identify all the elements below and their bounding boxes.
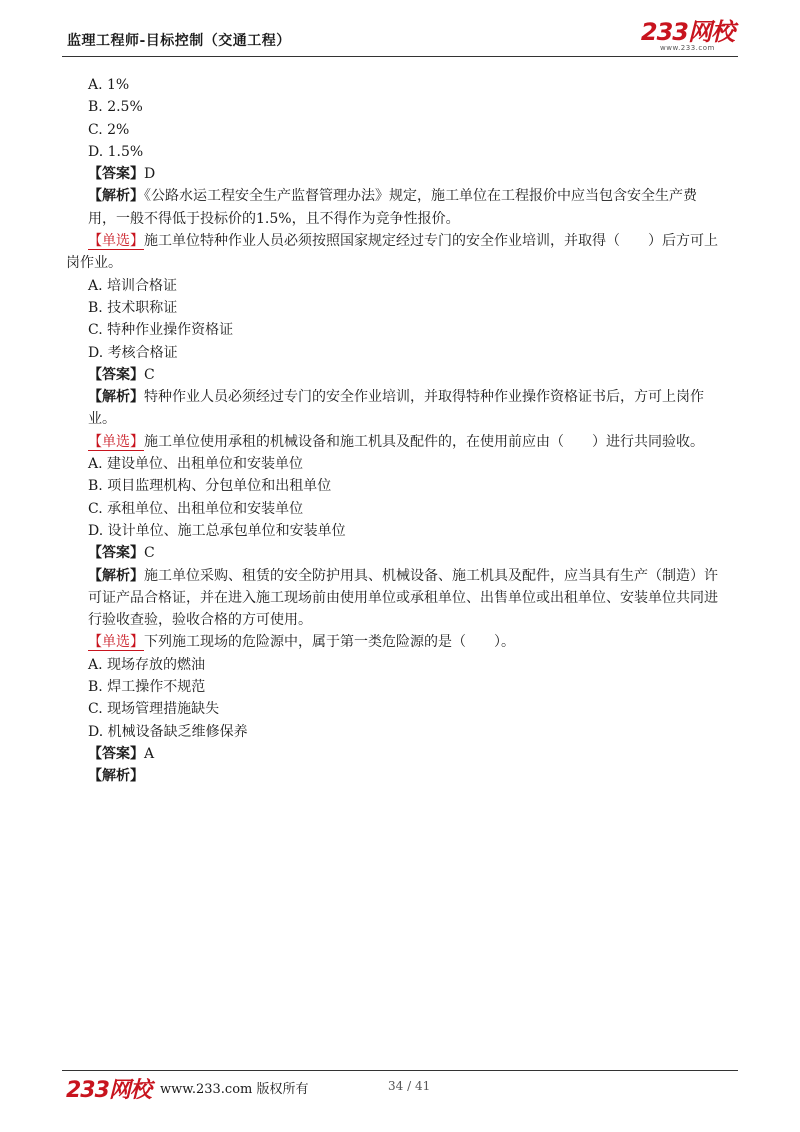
analysis-text: 《公路水运工程安全生产监督管理办法》规定，施工单位在工程报价中应当包含安全生产费用，一般不得低于投标价的1.5%，且不得作为竞争性报价。: [88, 188, 697, 227]
answer-label: 【答案】: [88, 545, 144, 562]
header-divider: [62, 56, 738, 57]
answer-value: C: [144, 366, 155, 383]
option-c: C. 2%: [88, 121, 130, 138]
option-b: B. 技术职称证: [88, 299, 178, 316]
answer-label: 【答案】: [88, 366, 144, 383]
option-c: C. 特种作业操作资格证: [88, 322, 234, 339]
footer-brand-logo: 233网校: [66, 1078, 151, 1103]
analysis-paragraph: [88, 386, 718, 431]
single-choice-tag: 【单选】: [88, 233, 144, 250]
option-c: C. 现场管理措施缺失: [88, 701, 220, 718]
option-d: D. 考核合格证: [88, 344, 178, 361]
answer-value: A: [144, 745, 155, 762]
analysis-text: 特种作业人员必须经过专门的安全作业培训，并取得特种作业操作资格证书后，方可上岗作业。: [88, 389, 704, 428]
document-body: [66, 74, 718, 788]
option-a: A. 建设单位、出租单位和安装单位: [88, 456, 304, 473]
option-d: D. 机械设备缺乏维修保养: [88, 723, 248, 740]
option-b: B. 焊工操作不规范: [88, 679, 206, 696]
page-number: 34 / 41: [388, 1079, 431, 1093]
answer-line: [88, 163, 718, 185]
brand-logo: [641, 20, 734, 52]
question-stem: [66, 631, 718, 653]
analysis-label: 【解析】: [88, 389, 144, 406]
option-a: A. 1%: [88, 77, 130, 93]
analysis-paragraph: [88, 565, 718, 632]
option-c: C. 承租单位、出租单位和安装单位: [88, 500, 304, 517]
option-d: D. 1.5%: [88, 143, 144, 160]
answer-value: C: [144, 545, 155, 562]
option-b: B. 2.5%: [88, 99, 143, 116]
option-b: B. 项目监理机构、分包单位和出租单位: [88, 478, 332, 495]
question-stem: [66, 230, 718, 275]
answer-line: [88, 743, 718, 765]
brand-logo-url: www.233.com: [660, 44, 715, 52]
analysis-label: 【解析】: [88, 567, 144, 584]
answer-label: 【答案】: [88, 166, 144, 183]
document-header-title: 监理工程师-目标控制（交通工程）: [67, 33, 291, 49]
option-d: D. 设计单位、施工总承包单位和安装单位: [88, 522, 346, 539]
answer-label: 【答案】: [88, 745, 144, 762]
analysis-paragraph: [88, 765, 718, 787]
analysis-text: 施工单位采购、租赁的安全防护用具、机械设备、施工机具及配件，应当具有生产（制造）许可证产品合格证，并在进入施工现场前由使用单位或承租单位、出售单位或出租单位、安装单位共同进行验收查验，验收合格的方可使用。: [88, 567, 718, 629]
question-text: 施工单位使用承租的机械设备和施工机具及配件的，在使用前应由（ ）进行共同验收。: [144, 433, 704, 450]
footer-divider: [62, 1070, 738, 1071]
footer-copyright: www.233.com 版权所有: [160, 1082, 309, 1097]
option-a: A. 现场存放的燃油: [88, 656, 206, 673]
analysis-label: 【解析】: [88, 188, 144, 205]
single-choice-tag: 【单选】: [88, 634, 144, 651]
analysis-paragraph: [88, 185, 718, 230]
question-text: 施工单位特种作业人员必须按照国家规定经过专门的安全作业培训，并取得（ ）后方可上岗作业。: [66, 233, 718, 272]
analysis-label: 【解析】: [88, 768, 144, 785]
question-stem: [66, 431, 718, 453]
answer-line: [88, 364, 718, 386]
brand-logo-text: 233网校: [640, 18, 734, 46]
question-text: 下列施工现场的危险源中，属于第一类危险源的是（ ）。: [144, 634, 515, 651]
answer-value: D: [144, 166, 156, 183]
answer-line: [88, 542, 718, 564]
single-choice-tag: 【单选】: [88, 433, 144, 450]
option-a: A. 培训合格证: [88, 277, 178, 294]
